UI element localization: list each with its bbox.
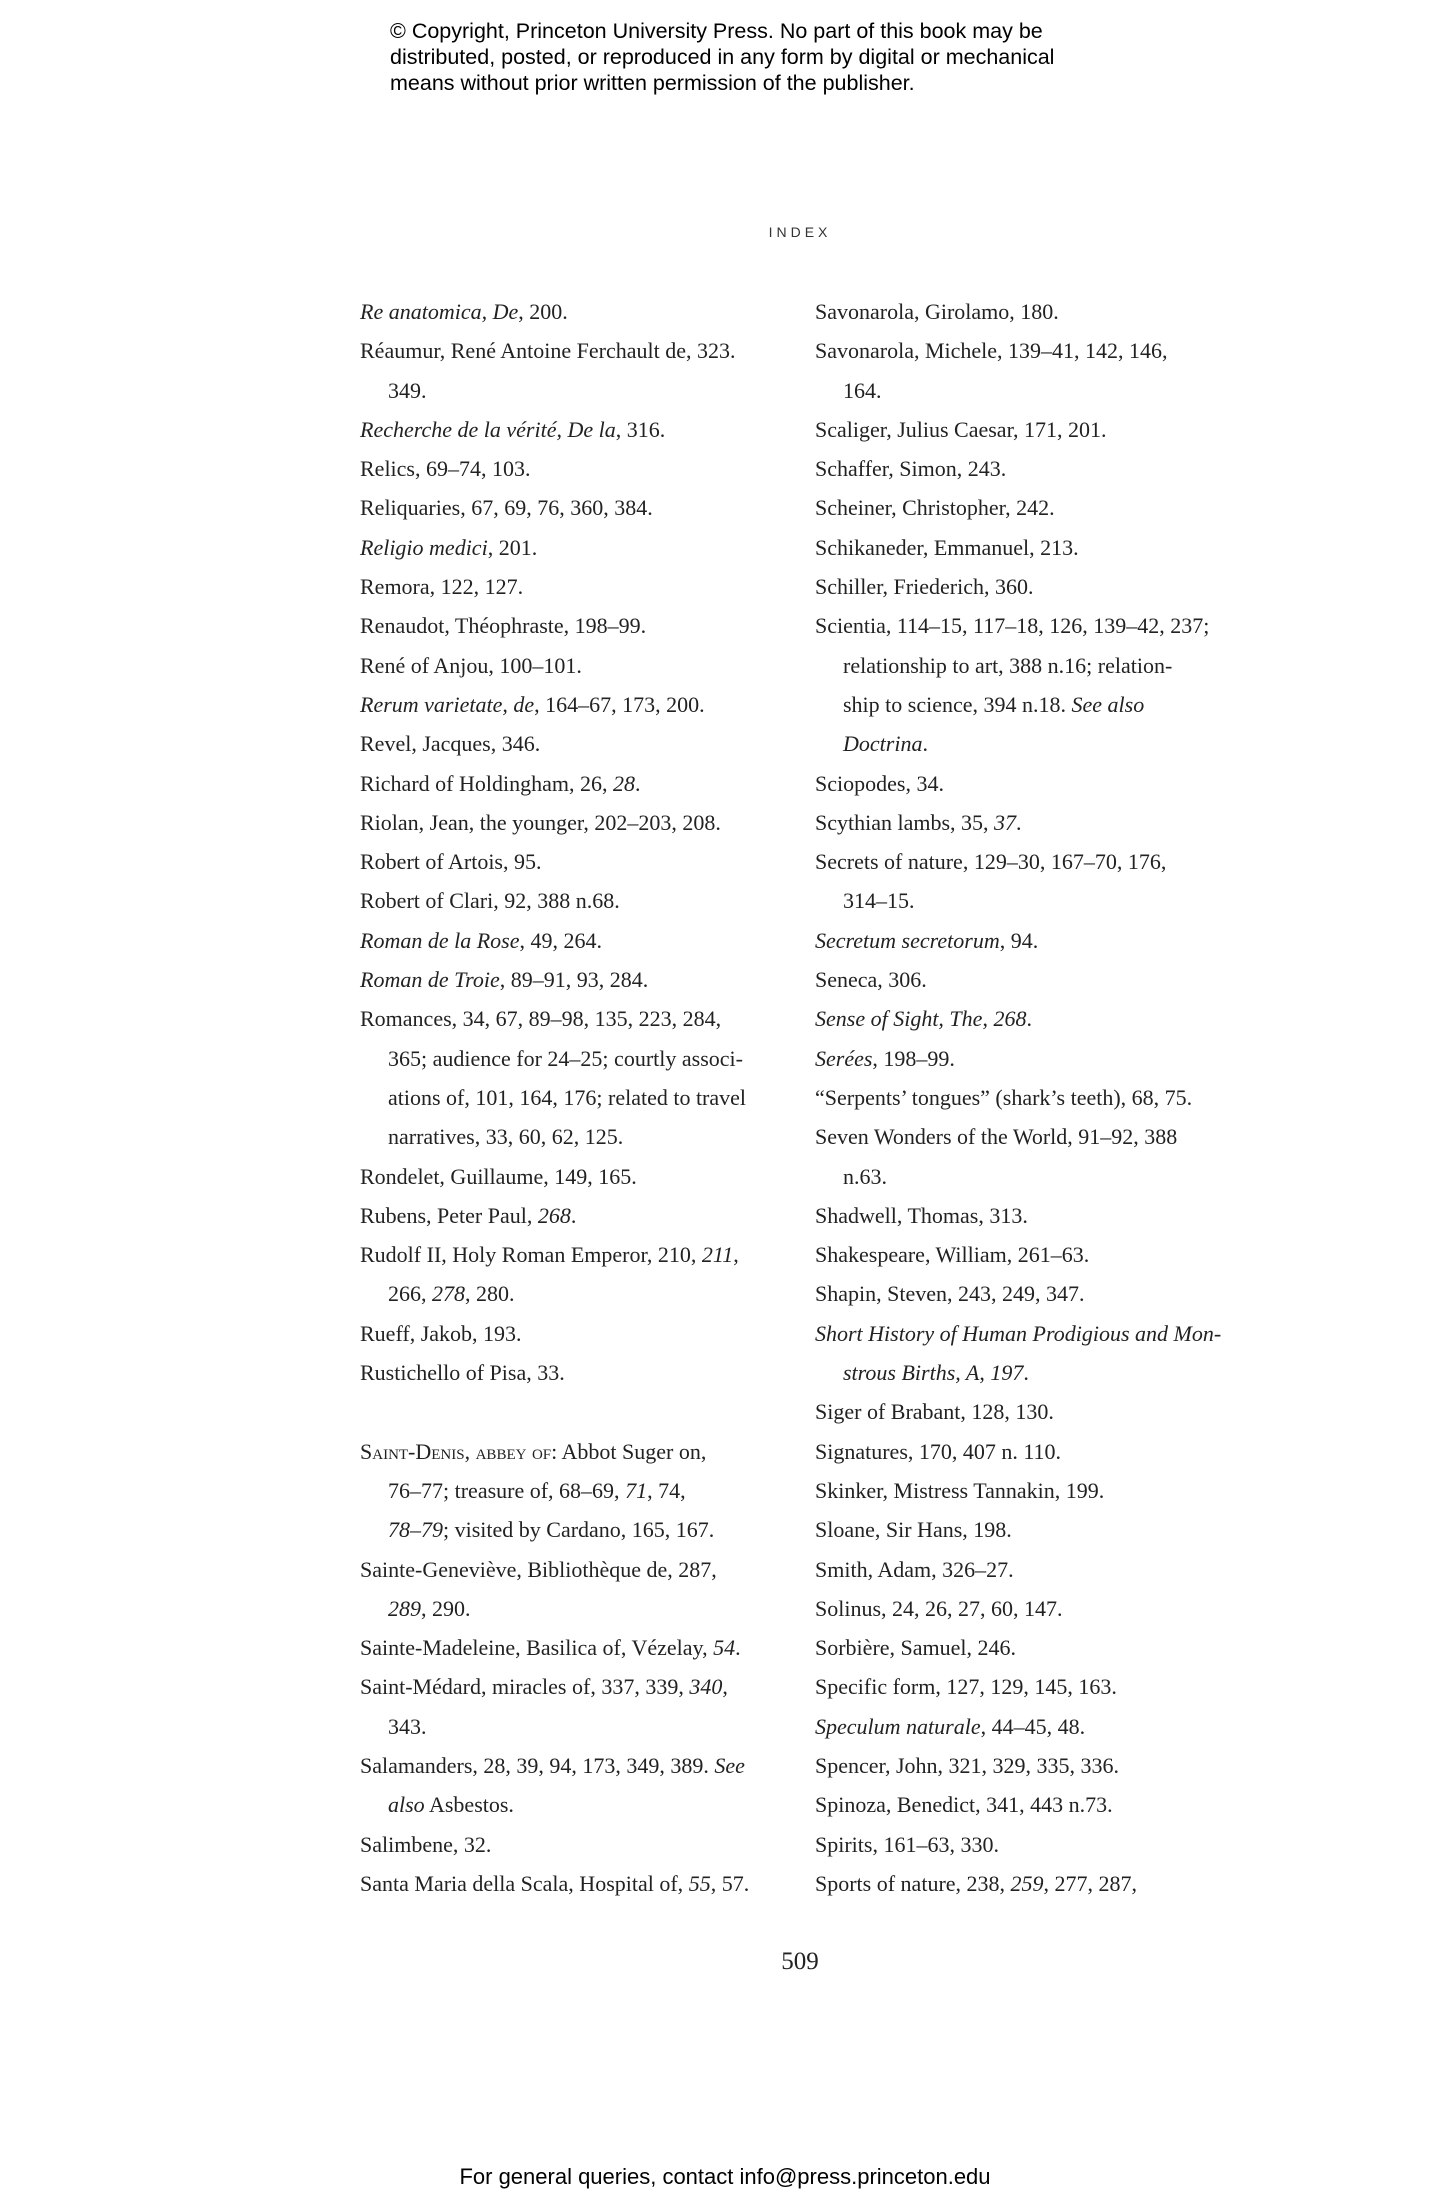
index-entry <box>815 1510 1245 1549</box>
index-column-left <box>360 292 800 1903</box>
index-entry <box>360 764 800 803</box>
index-entry-italic-text: See <box>714 1752 745 1778</box>
index-entry-text: Rondelet, Guillaume, 149, 165. <box>360 1163 637 1189</box>
index-entry <box>815 331 1245 410</box>
index-entry <box>815 960 1245 999</box>
index-entry <box>360 881 800 920</box>
index-entry-text: Schaffer, Simon, 243. <box>815 456 1007 482</box>
index-entry-italic-text: Recherche de la vérité, De la <box>360 416 616 442</box>
index-entry-italic-text: also <box>388 1792 425 1818</box>
index-entry-text: , <box>722 1674 728 1700</box>
index-entry-italic-text: 78–79 <box>388 1517 443 1543</box>
index-entry <box>360 1196 800 1235</box>
index-entry-italic-text: 28 <box>612 770 635 796</box>
index-entry-italic-text: 268 <box>537 1202 571 1228</box>
index-entry-italic-text: 71 <box>625 1477 648 1503</box>
index-entry-text: Rubens, Peter Paul, <box>360 1202 538 1228</box>
index-entry-text: Seneca, 306. <box>815 967 927 993</box>
index-entry-text: Shapin, Steven, 243, 249, 347. <box>815 1281 1085 1307</box>
index-entry-italic-text: Serées <box>815 1045 873 1071</box>
index-entry-text: . <box>1016 809 1022 835</box>
index-entry <box>815 842 1245 921</box>
index-entry-text: Remora, 122, 127. <box>360 574 524 600</box>
index-entry <box>815 1314 1245 1393</box>
index-entry <box>815 999 1245 1038</box>
index-entry-text: Robert of Clari, 92, 388 n.68. <box>360 888 620 914</box>
index-entry-text: Sports of nature, 238, <box>815 1870 1011 1896</box>
index-column-right <box>815 292 1245 1903</box>
index-entry-text: , 74, <box>647 1477 686 1503</box>
index-entry-italic-text: 211 <box>701 1242 734 1268</box>
index-entry <box>360 646 800 685</box>
index-entry-italic-text: 340 <box>689 1674 723 1700</box>
index-entry-text: Savonarola, Michele, 139–41, 142, 146, <box>815 338 1168 364</box>
index-entry-text: , 89–91, 93, 284. <box>499 967 649 993</box>
letter-section-gap <box>360 1392 800 1431</box>
index-entry-text: Seven Wonders of the World, 91–92, 388 <box>815 1124 1178 1150</box>
index-entry-text: , <box>733 1242 739 1268</box>
index-entry-text: Shadwell, Thomas, 313. <box>815 1202 1028 1228</box>
index-entry <box>815 1432 1245 1471</box>
index-entry <box>815 1864 1245 1903</box>
index-entry-text: , <box>982 1006 994 1032</box>
copyright-line-1: © Copyright, Princeton University Press. No part of this book may be <box>390 19 1043 43</box>
index-entry <box>815 764 1245 803</box>
running-head: INDEX <box>768 224 832 240</box>
index-entry-text: Salimbene, 32. <box>360 1831 492 1857</box>
index-entry <box>815 1196 1245 1235</box>
index-entry-italic-text: strous Births, A <box>843 1360 980 1386</box>
index-entry <box>815 1785 1245 1824</box>
index-entry-text: Rueff, Jakob, 193. <box>360 1320 522 1346</box>
index-entry-text: Specific form, 127, 129, 145, 163. <box>815 1674 1117 1700</box>
index-entry-text: Scientia, 114–15, 117–18, 126, 139–42, 237; <box>815 613 1210 639</box>
index-entry-text: 76–77; treasure of, 68–69, <box>388 1477 626 1503</box>
index-entry-text: Asbestos. <box>424 1792 514 1818</box>
index-entry <box>815 803 1245 842</box>
index-entry-italic-text: Religio medici <box>360 534 488 560</box>
index-entry-italic-text: Roman de la Rose <box>360 927 520 953</box>
index-entry-text: 343. <box>388 1713 427 1739</box>
index-entry <box>360 842 800 881</box>
index-entry <box>815 1825 1245 1864</box>
index-entry-text: Romances, 34, 67, 89–98, 135, 223, 284, <box>360 1006 722 1032</box>
footer-contact: For general queries, contact info@press.princeton.edu <box>459 2164 991 2189</box>
index-entry-text: Schiller, Friederich, 360. <box>815 574 1034 600</box>
index-entry <box>815 1039 1245 1078</box>
index-entry-italic-text: Re anatomica, De <box>360 299 519 324</box>
index-entry <box>815 292 1245 331</box>
index-entry-text: , 164–67, 173, 200. <box>534 691 705 717</box>
index-entry-text: Scaliger, Julius Caesar, 171, 201. <box>815 416 1107 442</box>
index-entry-italic-text: Sense of Sight, The <box>815 1006 983 1032</box>
index-entry-italic-text: 268 <box>993 1006 1027 1032</box>
index-entry-text: Sloane, Sir Hans, 198. <box>815 1517 1012 1543</box>
copyright-notice <box>390 18 1150 96</box>
index-entry <box>360 606 800 645</box>
index-entry-text: 164. <box>843 377 882 403</box>
index-entry-text: Signatures, 170, 407 n. 110. <box>815 1438 1062 1464</box>
index-entry <box>815 1117 1245 1196</box>
index-entry <box>815 1550 1245 1589</box>
index-entry <box>360 803 800 842</box>
index-entry-text: , 280. <box>465 1281 515 1307</box>
index-entry <box>360 528 800 567</box>
index-entry-italic-text: 289 <box>388 1595 421 1621</box>
index-entry <box>360 292 800 331</box>
index-entry <box>360 1746 800 1825</box>
index-entry-text: Réaumur, René Antoine Ferchault de, 323. <box>360 338 736 364</box>
index-entry-italic-text: Speculum naturale <box>815 1713 981 1739</box>
index-entry-text: Secrets of nature, 129–30, 167–70, 176, <box>815 849 1167 875</box>
index-entry-italic-text: Short History of Human Prodigious and Mon- <box>815 1320 1222 1346</box>
index-entry <box>360 685 800 724</box>
index-entry-text: Skinker, Mistress Tannakin, 199. <box>815 1477 1105 1503</box>
index-entry-italic-text: See also <box>1071 691 1145 717</box>
copyright-line-2: distributed, posted, or reproduced in any form by digital or mechanical <box>390 45 1055 69</box>
index-entry <box>360 488 800 527</box>
page-number: 509 <box>781 1948 819 1975</box>
index-entry-text: Savonarola, Girolamo, 180. <box>815 299 1059 324</box>
index-entry <box>815 1392 1245 1431</box>
index-entry-text: Riolan, Jean, the younger, 202–203, 208. <box>360 809 721 835</box>
index-entry <box>360 1825 800 1864</box>
index-entry-text: Rustichello of Pisa, 33. <box>360 1360 565 1386</box>
index-entry-text: Sorbière, Samuel, 246. <box>815 1635 1017 1661</box>
index-entry-text: relationship to art, 388 n.16; relation- <box>843 652 1173 678</box>
index-entry-italic-text: 197 <box>990 1360 1024 1386</box>
index-entry-text: . <box>735 1635 741 1661</box>
index-entry-text: . <box>1023 1360 1029 1386</box>
index-entry-text: narratives, 33, 60, 62, 125. <box>388 1124 624 1150</box>
index-entry-italic-text: 54 <box>713 1635 736 1661</box>
index-entry-italic-text: 37 <box>994 809 1017 835</box>
index-entry-text: Scythian lambs, 35, <box>815 809 995 835</box>
index-entry-text: , 201. <box>487 534 538 560</box>
index-entry-text: : Abbot Suger on, <box>551 1438 707 1464</box>
index-entry <box>360 724 800 763</box>
index-entry <box>815 1707 1245 1746</box>
index-entry <box>360 1432 800 1550</box>
index-entry <box>815 606 1245 763</box>
index-entry-text: Renaudot, Théophraste, 198–99. <box>360 613 647 639</box>
index-entry <box>815 449 1245 488</box>
index-entry <box>360 1628 800 1667</box>
index-entry-text: , 94. <box>999 927 1039 953</box>
index-entry-text: . <box>570 1202 577 1228</box>
index-entry-text: 266, <box>388 1281 432 1307</box>
index-entry-text: , 277, 287, <box>1043 1870 1138 1896</box>
index-entry <box>360 1864 800 1903</box>
index-entry-text: 349. <box>388 377 427 403</box>
index-entry <box>815 921 1245 960</box>
index-entry-text: , 198–99. <box>872 1045 955 1071</box>
index-entry <box>360 960 800 999</box>
index-entry-text: Robert of Artois, 95. <box>360 849 542 875</box>
index-entry-text: Richard of Holdingham, 26, <box>360 770 613 796</box>
index-entry <box>815 1628 1245 1667</box>
index-entry-text: , 200. <box>518 299 568 324</box>
index-entry-text: , 49, 264. <box>519 927 602 953</box>
index-entry-text: , <box>979 1360 991 1386</box>
index-entry-text: Solinus, 24, 26, 27, 60, 147. <box>815 1595 1063 1621</box>
index-entry <box>360 999 800 1156</box>
index-entry-text: Spencer, John, 321, 329, 335, 336. <box>815 1752 1120 1778</box>
index-entry-text: ations of, 101, 164, 176; related to travel <box>388 1084 747 1110</box>
index-entry-text: Revel, Jacques, 346. <box>360 731 541 757</box>
index-entry-text: ship to science, 394 n.18. <box>843 691 1072 717</box>
index-entry-italic-text: Secretum secretorum <box>815 927 1000 953</box>
index-entry <box>815 1667 1245 1706</box>
index-entry-text: Shakespeare, William, 261–63. <box>815 1242 1090 1268</box>
index-entry <box>815 1589 1245 1628</box>
index-entry <box>815 488 1245 527</box>
index-entry-text: Reliquaries, 67, 69, 76, 360, 384. <box>360 495 653 521</box>
index-entry-text: Spinoza, Benedict, 341, 443 n.73. <box>815 1792 1113 1818</box>
index-entry <box>815 1274 1245 1313</box>
index-entry-text: Salamanders, 28, 39, 94, 173, 349, 389. <box>360 1752 715 1778</box>
index-entry-text: . <box>1026 1006 1032 1032</box>
index-entry-text: , 57. <box>710 1870 750 1896</box>
index-entry-italic-text: 278 <box>432 1281 465 1307</box>
index-entry-italic-text: Doctrina <box>843 731 923 757</box>
index-entry <box>815 528 1245 567</box>
index-entry <box>815 1471 1245 1510</box>
index-entry-text: . <box>922 731 928 757</box>
index-entry <box>360 1550 800 1629</box>
index-entry-text: . <box>634 770 641 796</box>
index-entry-text: 365; audience for 24–25; courtly associ- <box>388 1045 743 1071</box>
index-entry <box>360 1235 800 1314</box>
index-entry-text: Smith, Adam, 326–27. <box>815 1556 1014 1582</box>
index-entry-text: Siger of Brabant, 128, 130. <box>815 1399 1054 1425</box>
index-entry-text: , 290. <box>421 1595 471 1621</box>
index-entry-text: Sainte-Geneviève, Bibliothèque de, 287, <box>360 1556 717 1582</box>
index-entry-italic-text: 55 <box>688 1870 711 1896</box>
index-entry <box>815 567 1245 606</box>
index-entry <box>360 921 800 960</box>
index-entry-text: Sainte-Madeleine, Basilica of, Vézelay, <box>360 1635 714 1661</box>
copyright-line-3: means without prior written permission of the publisher. <box>390 71 915 95</box>
index-entry <box>360 1667 800 1746</box>
index-entry-text: n.63. <box>843 1163 887 1189</box>
index-entry-text: , 44–45, 48. <box>980 1713 1086 1739</box>
index-entry-text: ; visited by Cardano, 165, 167. <box>443 1517 715 1543</box>
index-entry-text: Rudolf II, Holy Roman Emperor, 210, <box>360 1242 702 1268</box>
index-entry-text: Schikaneder, Emmanuel, 213. <box>815 534 1079 560</box>
index-entry-text: , 316. <box>615 416 666 442</box>
index-entry <box>360 449 800 488</box>
index-entry-text: Sciopodes, 34. <box>815 770 944 796</box>
index-entry <box>360 1353 800 1392</box>
index-entry-text: Saint-Médard, miracles of, 337, 339, <box>360 1674 690 1700</box>
index-entry-text: “Serpents’ tongues” (shark’s teeth), 68, 75. <box>815 1084 1193 1110</box>
index-entry-italic-text: Roman de Troie <box>360 967 500 993</box>
index-entry <box>815 410 1245 449</box>
index-entry-text: Relics, 69–74, 103. <box>360 456 531 482</box>
index-entry-text: 314–15. <box>843 888 915 914</box>
index-entry <box>360 331 800 410</box>
index-entry <box>815 1235 1245 1274</box>
index-entry-text: Santa Maria della Scala, Hospital of, <box>360 1870 689 1896</box>
index-entry <box>815 1746 1245 1785</box>
index-entry-text: René of Anjou, 100–101. <box>360 652 582 678</box>
index-entry-italic-text: 259 <box>1010 1870 1044 1896</box>
index-entry-italic-text: Rerum varietate, de <box>360 691 535 717</box>
index-entry-text: Spirits, 161–63, 330. <box>815 1831 999 1857</box>
index-entry <box>360 410 800 449</box>
index-entry-text: Scheiner, Christopher, 242. <box>815 495 1055 521</box>
index-entry <box>360 1157 800 1196</box>
index-entry <box>360 1314 800 1353</box>
index-entry <box>360 567 800 606</box>
index-entry <box>815 1078 1245 1117</box>
index-entry-text: Saint-Denis, abbey of <box>360 1438 552 1464</box>
